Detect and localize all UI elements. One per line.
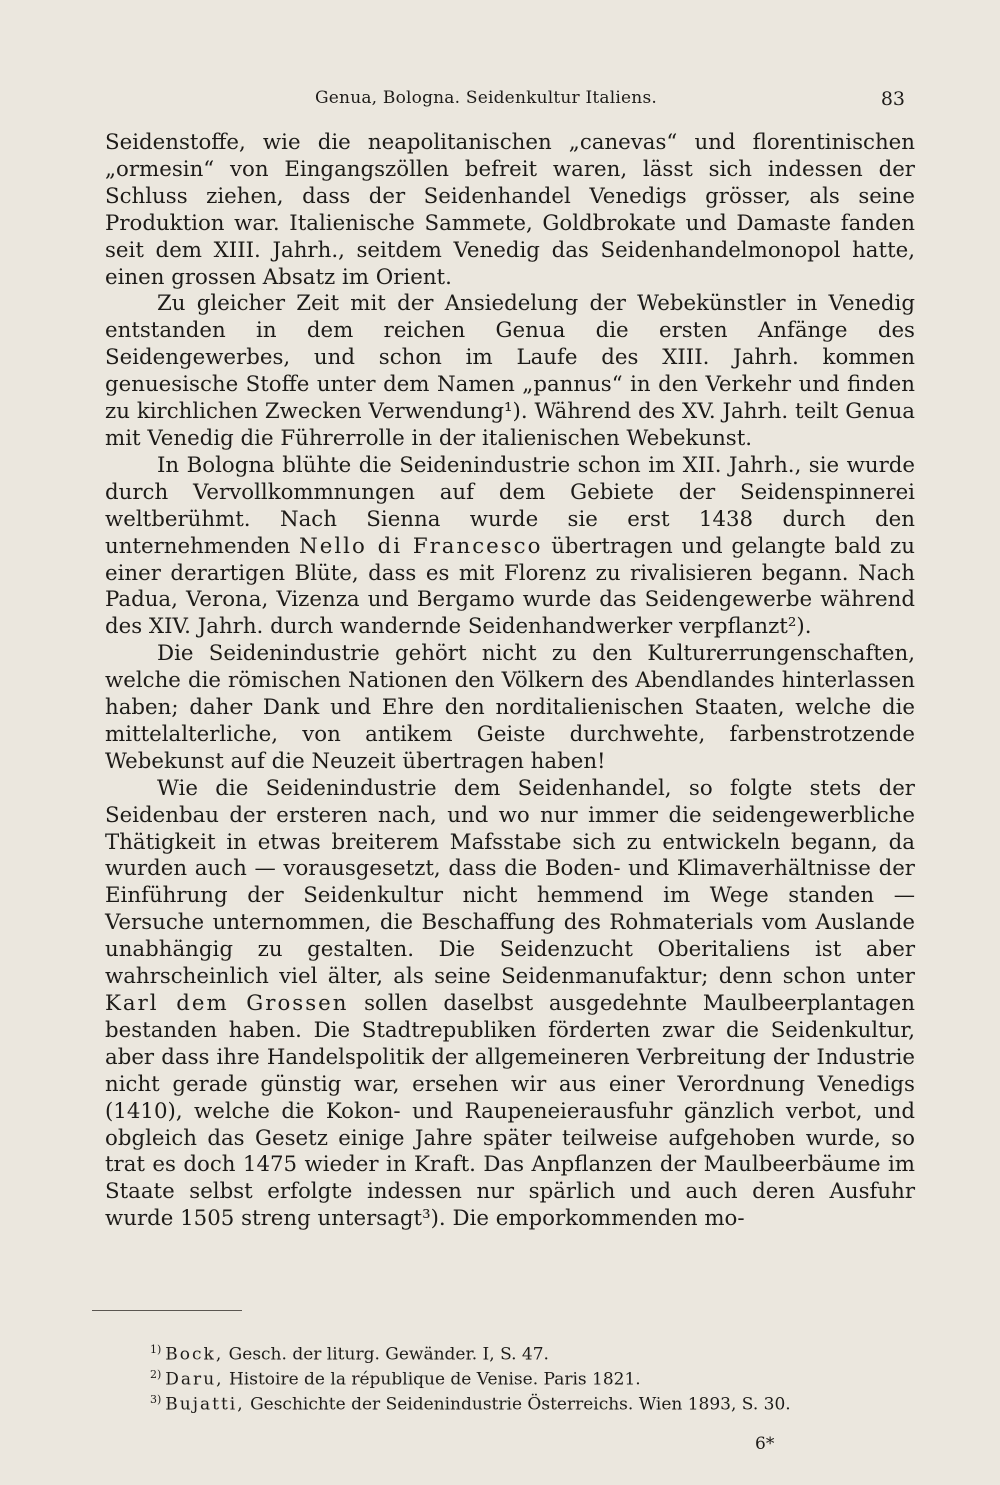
paragraph-text: sollen daselbst ausgedehnte Maulbeerplantagen bestanden haben. Die Stadtrepubliken förderten zwar die Seidenkultur, aber dass ihre Handelspolitik der allgemeineren Verbreitung der Industrie nicht gerade günstig war, ersehen wir aus einer Verordnung Venedigs (1410), welche die Kokon- und Raupeneierausfuhr gänzlich verbot, und obgleich das Gesetz einige Jahre später teilweise aufgehoben wurde, so trat es doch 1475 wieder in Kraft. Das Anpflanzen der Maulbeerbäume im Staate selbst erfolgte indessen nur spärlich und auch deren Ausfuhr wurde 1505 streng untersagt³). Die emporkommenden mo- xyxy=(105,991,915,1232)
paragraph xyxy=(105,130,915,291)
paragraph-text: Die Seidenindustrie gehört nicht zu den Kulturerrungenschaften, welche die römischen Nationen den Völkern des Abendlandes hinterlassen haben; daher Dank und Ehre den norditalienischen Staaten, welche die mittelalterliche, von antikem Geiste durchwehte, farbenstrotzende Webekunst auf die Neuzeit übertragen haben! xyxy=(105,641,915,774)
paragraph-text: Zu gleicher Zeit mit der Ansiedelung der Webekünstler in Venedig entstanden in dem reichen Genua die ersten Anfänge des Seidengewerbes, und schon im Laufe des XIII. Jahrh. kommen genuesische Stoffe unter dem Namen „pannus“ in den Verkehr und finden zu kirchlichen Zwecken Verwendung¹). Während des XV. Jahrh. teilt Genua mit Venedig die Führerrolle in der italienischen Webekunst. xyxy=(105,291,915,451)
footnote-text: Histoire de la république de Venise. Paris 1821. xyxy=(228,1369,641,1390)
running-title: Genua, Bologna. Seidenkultur Italiens. xyxy=(315,88,657,108)
page-number: 83 xyxy=(880,88,905,110)
body-text xyxy=(105,130,915,1233)
footnote-text: Geschichte der Seidenindustrie Österreichs. Wien 1893, S. 30. xyxy=(250,1394,791,1415)
paragraph xyxy=(105,453,915,641)
paragraph xyxy=(105,776,915,1233)
footnote xyxy=(150,1390,870,1415)
footnote-text: Gesch. der liturg. Gewänder. I, S. 47. xyxy=(228,1344,549,1365)
footnote xyxy=(150,1340,870,1365)
paragraph xyxy=(105,641,915,776)
footnotes xyxy=(150,1340,870,1415)
paragraph-text: übertragen und gelangte bald zu einer derartigen Blüte, dass es mit Florenz zu rivalisieren begann. Nach Padua, Verona, Vizenza und Bergamo wurde das Seidengewerbe während des XIV. Jahrh. durch wandernde Seidenhandwerker verpflanzt²). xyxy=(105,533,915,640)
spaced-name: Nello di Francesco xyxy=(299,533,543,559)
paragraph-text: In Bologna blühte die Seidenindustrie schon im XII. Jahrh., sie wurde durch Vervollkommnungen auf dem Gebiete der Seidenspinnerei weltberühmt. Nach Sienna wurde sie erst 1438 durch den unternehmenden xyxy=(105,452,915,559)
spaced-name: Karl dem Grossen xyxy=(105,991,349,1016)
page-header xyxy=(0,88,1000,118)
paragraph-text: Seidenstoffe, wie die neapolitanischen „canevas“ und florentinischen „ormesin“ von Eingangszöllen befreit waren, lässt sich indessen der Schluss ziehen, dass der Seidenhandel Venedigs grösser, als seine Produktion war. Italienische Sammete, Goldbrokate und Damaste fanden seit dem XIII. Jahrh., seitdem Venedig das Seidenhandelmonopol hatte, einen grossen Absatz im Orient. xyxy=(105,130,915,290)
footnote-marker: 1) xyxy=(150,1343,162,1356)
sheet-signature: 6* xyxy=(755,1434,775,1454)
footnote-author: Bujatti, xyxy=(165,1394,245,1415)
footnote-author: Daru, xyxy=(165,1369,224,1390)
footnote-marker: 2) xyxy=(150,1368,162,1382)
footnote-divider xyxy=(92,1310,242,1311)
footnote-marker: 3) xyxy=(150,1393,162,1407)
footnote xyxy=(150,1365,870,1390)
footnote-author: Bock, xyxy=(165,1344,224,1365)
paragraph xyxy=(105,291,915,452)
paragraph-text: Wie die Seidenindustrie dem Seidenhandel, so folgte stets der Seidenbau der ersteren nach, und wo nur immer die seidengewerbliche Thätigkeit in etwas breiterem Mafsstabe sich zu entwickeln begann, da wurden auch — vorausgesetzt, dass die Boden- und Klimaverhältnisse der Einführung der Seidenkultur nicht hemmend im Wege standen — Versuche unternommen, die Beschaffung des Rohmaterials vom Auslande unabhängig zu gestalten. Die Seidenzucht Oberitaliens ist aber wahrscheinlich viel älter, als seine Seidenmanufaktur; denn schon unter xyxy=(105,775,915,990)
